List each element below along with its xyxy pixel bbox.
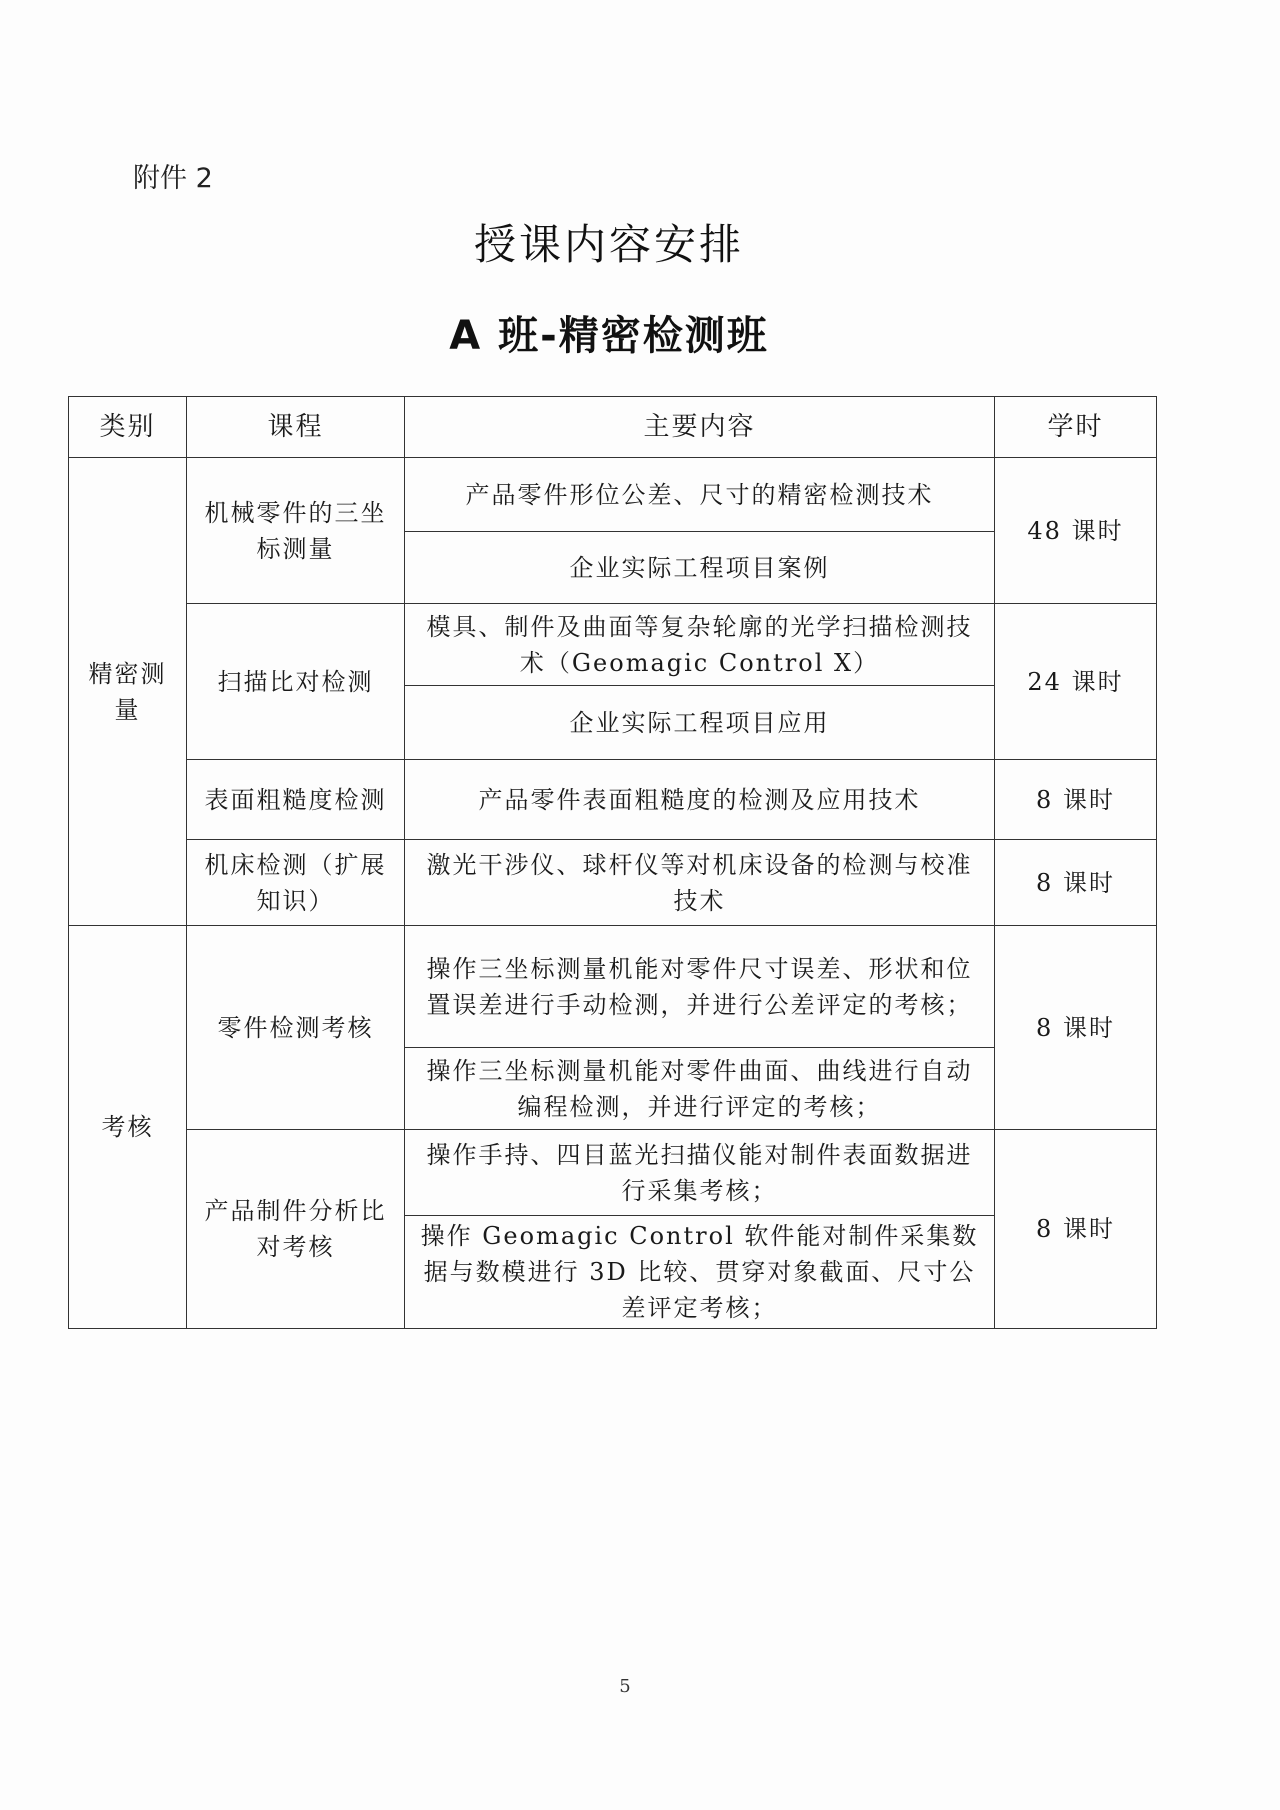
content-cell: 模具、制件及曲面等复杂轮廓的光学扫描检测技术（Geomagic Control X）: [405, 604, 995, 686]
hours-cell: 8 课时: [995, 1130, 1157, 1329]
content-cell: 产品零件形位公差、尺寸的精密检测技术: [405, 458, 995, 532]
hours-cell: 8 课时: [995, 760, 1157, 840]
course-product-exam: 产品制件分析比对考核: [187, 1130, 405, 1329]
class-subtitle: A 班-精密检测班: [449, 313, 769, 359]
table-row: [69, 926, 1157, 1048]
content-cell: 产品零件表面粗糙度的检测及应用技术: [405, 760, 995, 840]
header-hours: 学时: [995, 397, 1157, 458]
course-roughness: 表面粗糙度检测: [187, 760, 405, 840]
page-number: 5: [619, 1676, 631, 1697]
content-cell: 企业实际工程项目应用: [405, 686, 995, 760]
content-cell: 操作三坐标测量机能对零件曲面、曲线进行自动编程检测，并进行评定的考核；: [405, 1048, 995, 1130]
category-exam: 考核: [69, 926, 187, 1329]
header-category: 类别: [69, 397, 187, 458]
hours-cell: 24 课时: [995, 604, 1157, 760]
table-row: [69, 760, 1157, 840]
table-row: [69, 840, 1157, 926]
hours-cell: 8 课时: [995, 926, 1157, 1130]
table-row: [69, 458, 1157, 532]
category-precision: 精密测量: [69, 458, 187, 926]
header-course: 课程: [187, 397, 405, 458]
hours-cell: 48 课时: [995, 458, 1157, 604]
content-cell: 操作 Geomagic Control 软件能对制件采集数据与数模进行 3D 比较、贯穿对象截面、尺寸公差评定考核；: [405, 1216, 995, 1329]
table-header-row: [69, 397, 1157, 458]
hours-cell: 8 课时: [995, 840, 1157, 926]
header-content: 主要内容: [405, 397, 995, 458]
course-part-exam: 零件检测考核: [187, 926, 405, 1130]
table-row: [69, 604, 1157, 686]
content-cell: 操作三坐标测量机能对零件尺寸误差、形状和位置误差进行手动检测，并进行公差评定的考核；: [405, 926, 995, 1048]
course-cmm: 机械零件的三坐标测量: [187, 458, 405, 604]
content-cell: 操作手持、四目蓝光扫描仪能对制件表面数据进行采集考核；: [405, 1130, 995, 1216]
content-cell: 企业实际工程项目案例: [405, 532, 995, 604]
attachment-label: 附件 2: [133, 163, 213, 194]
course-schedule-table: [68, 396, 1157, 1329]
course-scan: 扫描比对检测: [187, 604, 405, 760]
document-title: 授课内容安排: [473, 220, 744, 269]
table-row: [69, 1130, 1157, 1216]
course-machine: 机床检测（扩展知识）: [187, 840, 405, 926]
content-cell: 激光干涉仪、球杆仪等对机床设备的检测与校准技术: [405, 840, 995, 926]
